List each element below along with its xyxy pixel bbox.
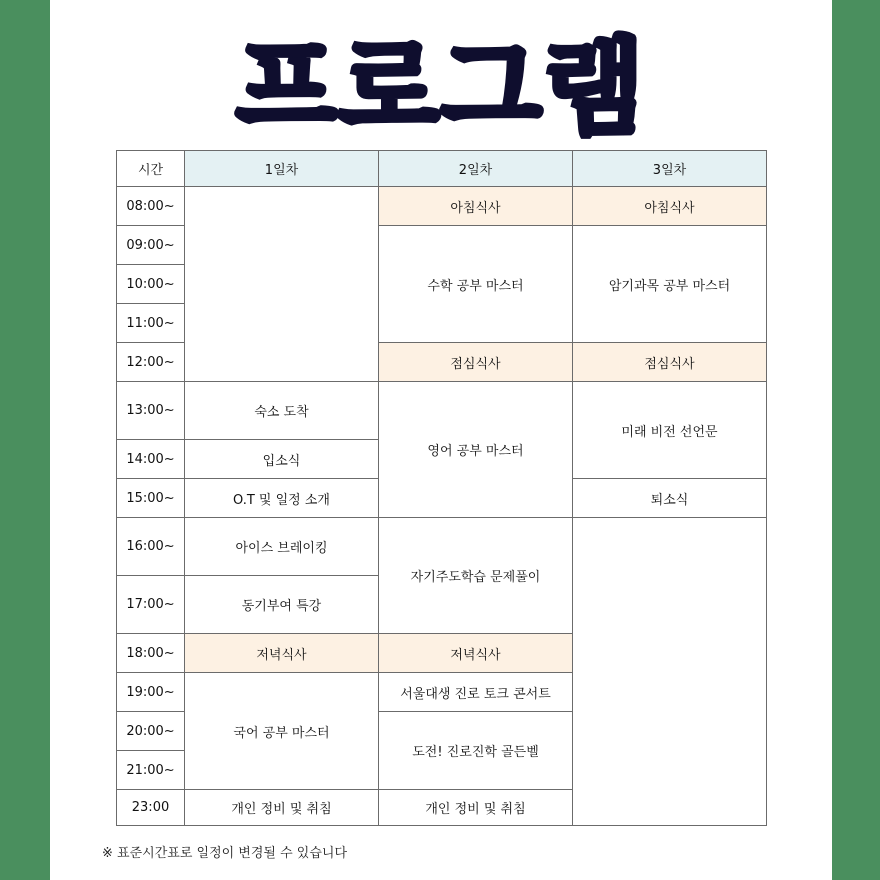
time-cell: 20:00~ [117,712,185,751]
time-cell: 14:00~ [117,440,185,479]
day2-english: 영어 공부 마스터 [379,382,573,518]
day1-korean: 국어 공부 마스터 [185,673,379,790]
time-cell: 11:00~ [117,304,185,343]
day2-math: 수학 공부 마스터 [379,226,573,343]
time-cell: 16:00~ [117,518,185,576]
time-cell: 15:00~ [117,479,185,518]
day1-empty-morning [185,187,379,382]
time-cell: 18:00~ [117,634,185,673]
day3-breakfast: 아침식사 [573,187,767,226]
day3-vision: 미래 비전 선언문 [573,382,767,479]
time-cell: 09:00~ [117,226,185,265]
time-cell: 17:00~ [117,576,185,634]
day2-dinner: 저녁식사 [379,634,573,673]
header-day3: 3일차 [573,151,767,187]
day1-icebreaking: 아이스 브레이킹 [185,518,379,576]
time-cell: 23:00 [117,790,185,826]
day2-selfstudy: 자기주도학습 문제풀이 [379,518,573,634]
time-cell: 08:00~ [117,187,185,226]
day1-check-in: 숙소 도착 [185,382,379,440]
day1-ot: O.T 및 일정 소개 [185,479,379,518]
time-cell: 21:00~ [117,751,185,790]
time-cell: 19:00~ [117,673,185,712]
day2-personal: 개인 정비 및 취침 [379,790,573,826]
day1-dinner: 저녁식사 [185,634,379,673]
paper [50,0,832,880]
day3-memorize: 암기과목 공부 마스터 [573,226,767,343]
time-cell: 12:00~ [117,343,185,382]
day2-breakfast: 아침식사 [379,187,573,226]
header-time: 시간 [117,151,185,187]
day2-lunch: 점심식사 [379,343,573,382]
day3-lunch: 점심식사 [573,343,767,382]
day2-concert: 서울대생 진로 토크 콘서트 [379,673,573,712]
day1-motivation: 동기부여 특강 [185,576,379,634]
schedule-table [116,150,767,826]
day2-goldenbell: 도전! 진로진학 골든벨 [379,712,573,790]
page-title: 프로그램 [236,27,646,149]
day3-exit: 퇴소식 [573,479,767,518]
time-cell: 10:00~ [117,265,185,304]
day3-empty-evening [573,518,767,826]
footnote: ※ 표준시간표로 일정이 변경될 수 있습니다 [102,846,348,861]
day1-entrance: 입소식 [185,440,379,479]
header-day2: 2일차 [379,151,573,187]
header-day1: 1일차 [185,151,379,187]
time-cell: 13:00~ [117,382,185,440]
day1-personal: 개인 정비 및 취침 [185,790,379,826]
